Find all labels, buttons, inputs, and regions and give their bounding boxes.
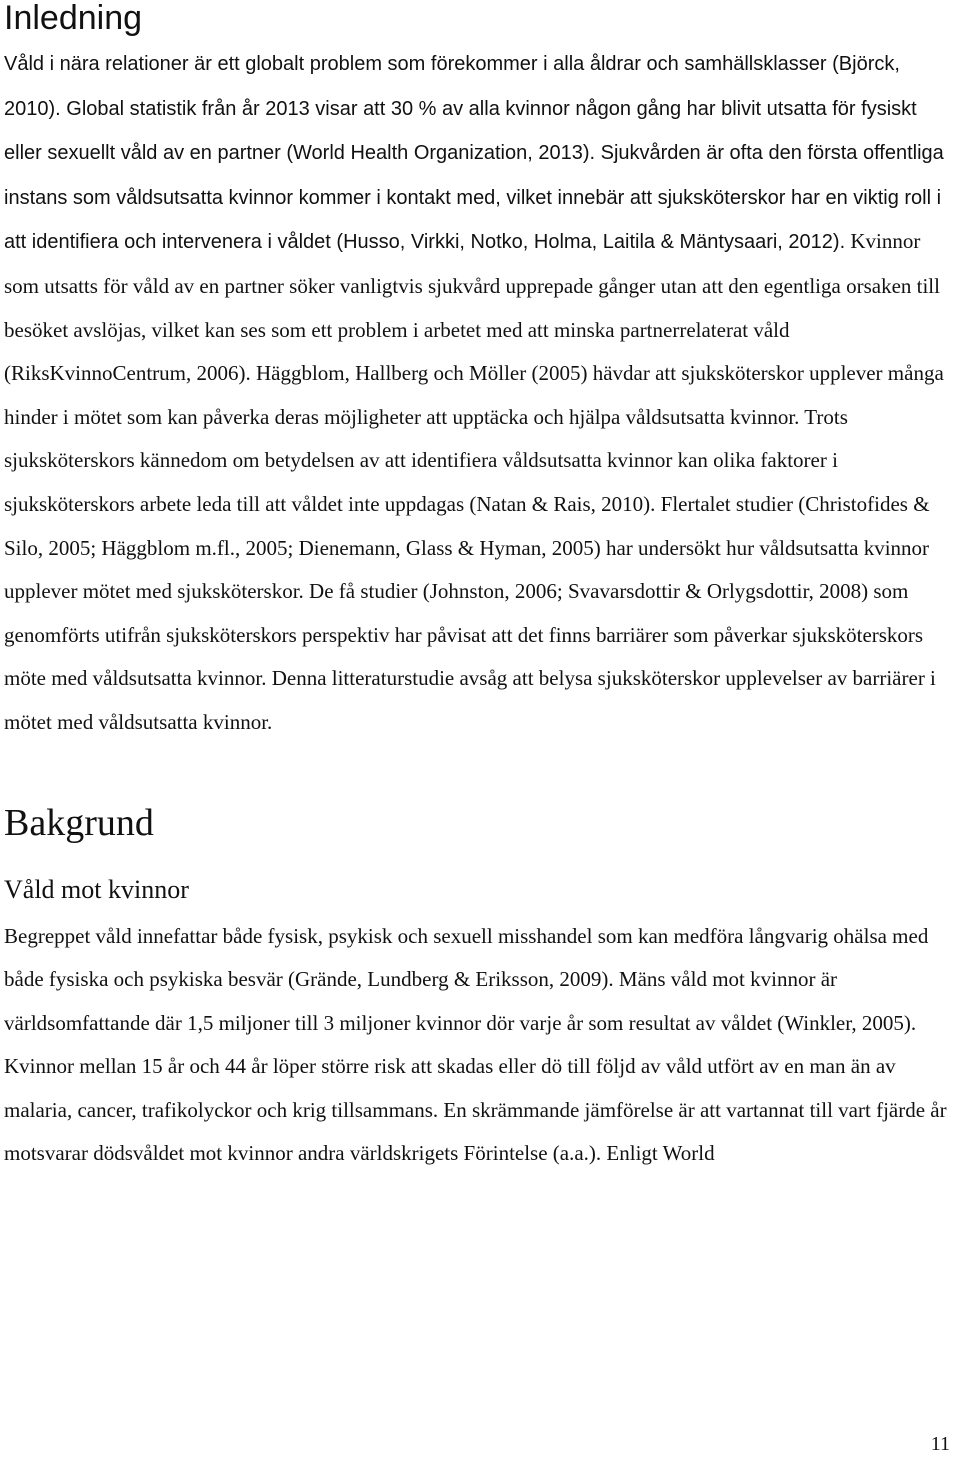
subsection-heading-vald-mot-kvinnor: Våld mot kvinnor — [4, 874, 189, 904]
inledning-paragraph — [4, 42, 950, 745]
inledning-paragraph-part1: Våld i nära relationer är ett globalt problem som förekommer i alla åldrar och samhällsklasser (Björck, 2010). Global statistik från år 2013 visar att 30 % av alla kvinnor någon gång har blivit utsatta för fysiskt eller sexuellt våld av en partner (World Health Organization, 2013). Sjukvården är ofta den första offentliga instans som våldsutsatta kvinnor kommer i kontakt med, vilket innebär att sjuksköterskor har en viktig roll i att identifiera och intervenera i våldet (Husso, Virkki, Notko, Holma, Laitila & Mäntysaari, 2012). — [4, 53, 944, 254]
page-content — [4, 0, 950, 1176]
section-heading-inledning: Inledning — [4, 0, 143, 37]
section-heading-bakgrund: Bakgrund — [4, 801, 154, 844]
page-number: 11 — [930, 1433, 950, 1455]
bakgrund-paragraph: Begreppet våld innefattar både fysisk, psykisk och sexuell misshandel som kan medföra långvarig ohälsa med både fysiska och psykiska besvär (Grände, Lundberg & Eriksson, 2009). Mäns våld mot kvinnor är världsomfattande där 1,5 miljoner till 3 miljoner kvinnor dör varje år som resultat av våldet (Winkler, 2005). Kvinnor mellan 15 år och 44 år löper större risk att skadas eller dö till följd av våld utfört av en man än av malaria, cancer, trafikolyckor och krig tillsammans. En skrämmande jämförelse är att vartannat till vart fjärde år motsvarar dödsvåldet mot kvinnor andra världskrigets Förintelse (a.a.). Enligt World — [4, 923, 947, 1166]
inledning-paragraph-part2: Kvinnor som utsatts för våld av en partner söker vanligtvis sjukvård upprepade gånger utan att den egentliga orsaken till besöket avslöjas, vilket kan ses som ett problem i arbetet med att minska partnerrelaterat våld (RiksKvinnoCentrum, 2006). Häggblom, Hallberg och Möller (2005) hävdar att sjuksköterskor upplever många hinder i mötet som kan påverka deras möjligheter att upptäcka och hjälpa våldsutsatta kvinnor. Trots sjuksköterskors kännedom om betydelsen av att identifiera våldsutsatta kvinnor kan olika faktorer i sjuksköterskors arbete leda till att våldet inte uppdagas (Natan & Rais, 2010). Flertalet studier (Christofides & Silo, 2005; Häggblom m.fl., 2005; Dienemann, Glass & Hyman, 2005) har undersökt hur våldsutsatta kvinnor upplever mötet med sjuksköterskor. De få studier (Johnston, 2006; Svavarsdottir & Orlygsdottir, 2008) som genomförts utifrån sjuksköterskors perspektiv har påvisat att det finns barriärer som påverkar sjuksköterskors möte med våldsutsatta kvinnor. Denna litteraturstudie avsåg att belysa sjuksköterskor upplevelser av barriärer i mötet med våldsutsatta kvinnor. — [4, 229, 944, 734]
